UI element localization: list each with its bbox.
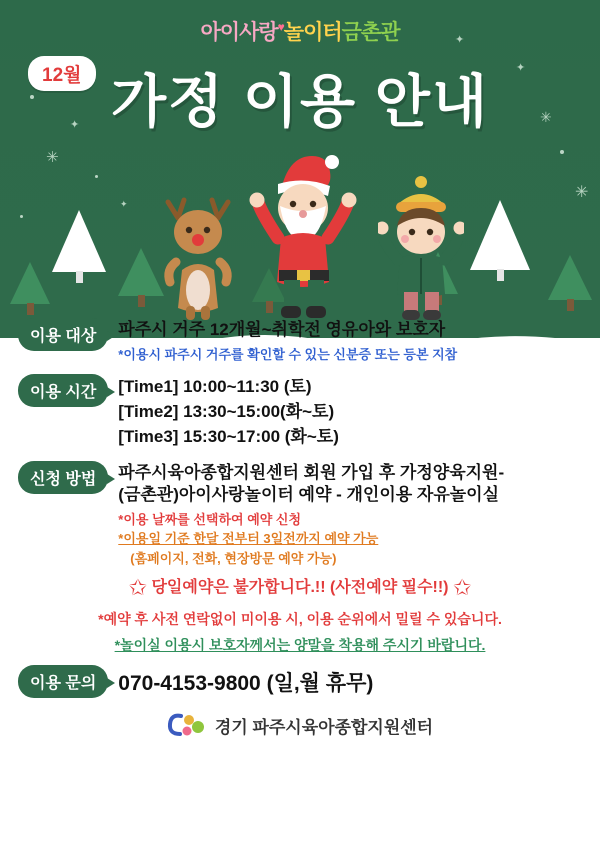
brand-logo: [0, 16, 600, 46]
time-slot-1: [Time1] 10:00~11:30 (토): [118, 377, 312, 397]
section-tag-hours: 이용 시간: [18, 374, 108, 407]
center-logo-icon: [167, 712, 207, 738]
time-slot-2: [Time2] 13:30~15:00(화~토): [118, 401, 335, 421]
sparkle-icon: ✳: [575, 184, 589, 201]
target-note: *이용시 파주시 거주를 확인할 수 있는 신분증 또는 등본 지참: [118, 346, 458, 362]
star-icon: ✩: [128, 575, 148, 601]
notice-no-show: *예약 후 사전 연락없이 미이용 시, 이용 순위에서 밀릴 수 있습니다.: [98, 611, 502, 628]
star-icon: ✩: [452, 575, 472, 601]
sparkle-icon: ✦: [516, 62, 526, 74]
sparkle-icon: ✳: [46, 149, 59, 166]
snow-dot: [20, 215, 23, 218]
contact-phone: 070-4153-9800 (일,월 휴무): [118, 671, 374, 695]
page-title: 가정 이용 안내: [110, 70, 490, 134]
notice-socks: *놀이실 이용시 보호자께서는 양말을 착용해 주시기 바랍니다.: [114, 637, 486, 654]
apply-main-line-2: (금촌관)아이사랑놀이터 예약 - 개인이용 자유놀이실: [118, 484, 500, 504]
tree-icon: [548, 255, 592, 311]
sparkle-icon: ✦: [70, 119, 80, 131]
same-day-warning-row: [0, 574, 600, 601]
tree-icon: [52, 210, 106, 283]
sparkle-icon: ✳: [540, 109, 552, 125]
section-contact: [0, 665, 600, 698]
section-apply: [0, 461, 600, 568]
content-area: [0, 318, 600, 738]
footer: [0, 712, 600, 738]
child-character: [378, 176, 464, 322]
section-tag-target: 이용 대상: [18, 318, 108, 351]
heart-icon: ♥: [277, 20, 284, 34]
apply-note-orange: (홈페이지, 전화, 현장방문 예약 가능): [130, 550, 337, 566]
logo-part-2: 놀이터: [283, 21, 342, 44]
month-badge: 12월: [28, 56, 96, 91]
sparkle-icon: ✦: [455, 34, 465, 46]
time-slot-3: [Time3] 15:30~17:00 (화~토): [118, 426, 339, 446]
section-tag-contact: 이용 문의: [18, 665, 108, 698]
logo-part-3: 금촌관: [341, 21, 400, 44]
same-day-warning: 당일예약은 불가합니다.!! (사전예약 필수!!): [151, 579, 449, 597]
reindeer-character: [158, 190, 238, 320]
section-target: [0, 318, 600, 364]
apply-note-red: *이용 날짜를 선택하여 예약 신청: [118, 511, 302, 527]
section-tag-apply: 신청 방법: [18, 461, 108, 494]
tree-icon: [10, 262, 50, 315]
footer-organization: 경기 파주시육아종합지원센터: [214, 717, 434, 737]
logo-part-1: 아이사랑: [200, 21, 278, 44]
santa-character: [248, 146, 358, 322]
sparkle-icon: ✦: [120, 199, 128, 209]
section-hours: [0, 374, 600, 449]
snow-dot: [560, 150, 564, 154]
apply-main-line-1: 파주시육아종합지원센터 회원 가입 후 가정양육지원-: [118, 463, 505, 483]
snow-dot: [95, 175, 98, 178]
tree-icon: [470, 200, 530, 281]
apply-note-orange-underline: *이용일 기준 한달 전부터 3일전까지 예약 가능: [118, 531, 379, 547]
target-main-text: 파주시 거주 12개월~취학전 영유아와 보호자: [118, 320, 446, 339]
